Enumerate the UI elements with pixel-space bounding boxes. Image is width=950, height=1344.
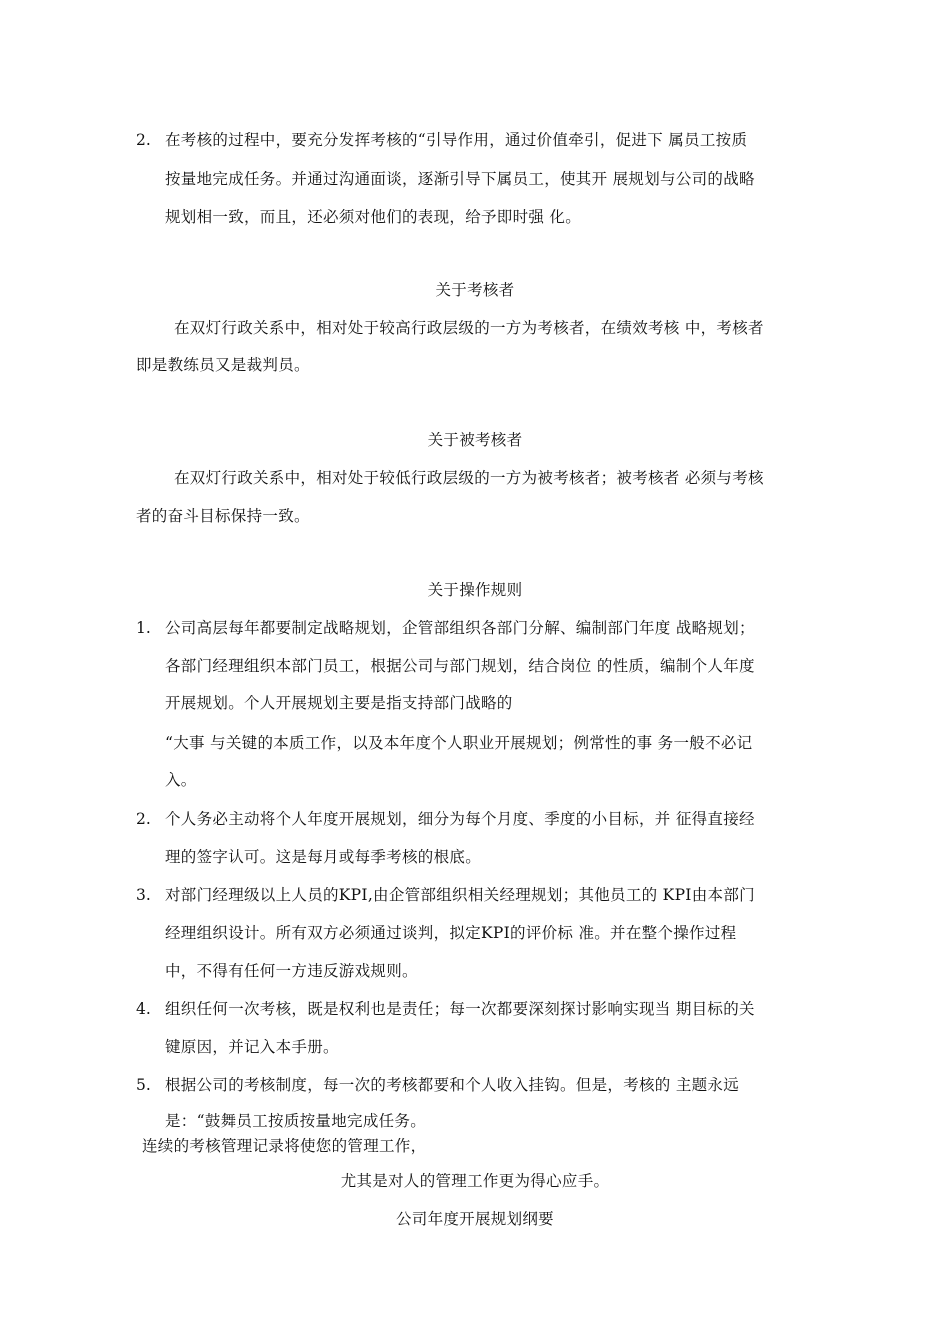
rule-line: 开展规划。个人开展规划主要是指支持部门战略的 (165, 694, 513, 712)
section-heading-rules: 关于操作规则 (427, 581, 523, 599)
rule-line: 入。 (165, 771, 197, 789)
rule-line: 根据公司的考核制度，每一次的考核都要和个人收入挂钩。但是，考核的 主题永远 (165, 1076, 740, 1094)
assessed-paragraph-line: 者的奋斗目标保持一致。 (136, 507, 310, 525)
assessor-paragraph-line: 在双灯行政关系中，相对处于较高行政层级的一方为考核者，在绩效考核 中，考核者 (174, 319, 764, 337)
intro-line: 按量地完成任务。并通过沟通面谈，逐渐引导下属员工，使其开 展规划与公司的战略 (165, 170, 755, 188)
rule-line: “大事 与关键的本质工作，以及本年度个人职业开展规划；例常性的事 务一般不必记 (165, 734, 753, 752)
closing-line: 连续的考核管理记录将使您的管理工作， (142, 1137, 427, 1155)
rule-number: 1. (136, 619, 151, 637)
intro-line: 在考核的过程中，要充分发挥考核的“引导作用，通过价值牵引，促进下 属员工按质 (165, 131, 748, 149)
rule-number: 4. (136, 1000, 151, 1018)
section-heading-assessed: 关于被考核者 (427, 431, 523, 449)
rule-line: 中，不得有任何一方违反游戏规则。 (165, 962, 418, 980)
rule-number: 2. (136, 810, 151, 828)
rule-line: 个人务必主动将个人年度开展规划，细分为每个月度、季度的小目标，并 征得直接经 (165, 810, 755, 828)
rule-line: 理的签字认可。这是每月或每季考核的根底。 (165, 848, 482, 866)
rule-line: 公司高层每年都要制定战略规划，企管部组织各部门分解、编制部门年度 战略规划； (165, 619, 755, 637)
intro-item-number: 2. (136, 131, 151, 149)
rule-number: 5. (136, 1076, 151, 1094)
closing-title: 公司年度开展规划纲要 (395, 1210, 554, 1228)
closing-line: 尤其是对人的管理工作更为得心应手。 (340, 1172, 610, 1190)
rule-line: 是：“鼓舞员工按质按量地完成任务。 (165, 1112, 427, 1130)
rule-line: 键原因，并记入本手册。 (165, 1038, 339, 1056)
rule-line: 各部门经理组织本部门员工，根据公司与部门规划，结合岗位 的性质，编制个人年度 (165, 657, 755, 675)
intro-line: 规划相一致，而且，还必须对他们的表现，给予即时强 化。 (165, 208, 582, 226)
rule-number: 3. (136, 886, 151, 904)
rule-line: 组织任何一次考核，既是权利也是责任；每一次都要深刻探讨影响实现当 期目标的关 (165, 1000, 755, 1018)
assessed-paragraph-line: 在双灯行政关系中，相对处于较低行政层级的一方为被考核者；被考核者 必须与考核 (174, 469, 764, 487)
rule-line: 经理组织设计。所有双方必须通过谈判，拟定KPI的评价标 准。并在整个操作过程 (165, 924, 737, 942)
section-heading-assessor: 关于考核者 (435, 281, 515, 299)
assessor-paragraph-line: 即是教练员又是裁判员。 (136, 356, 310, 374)
rule-line: 对部门经理级以上人员的KPI,由企管部组织相关经理规划；其他员工的 KPI由本部门 (165, 886, 755, 904)
